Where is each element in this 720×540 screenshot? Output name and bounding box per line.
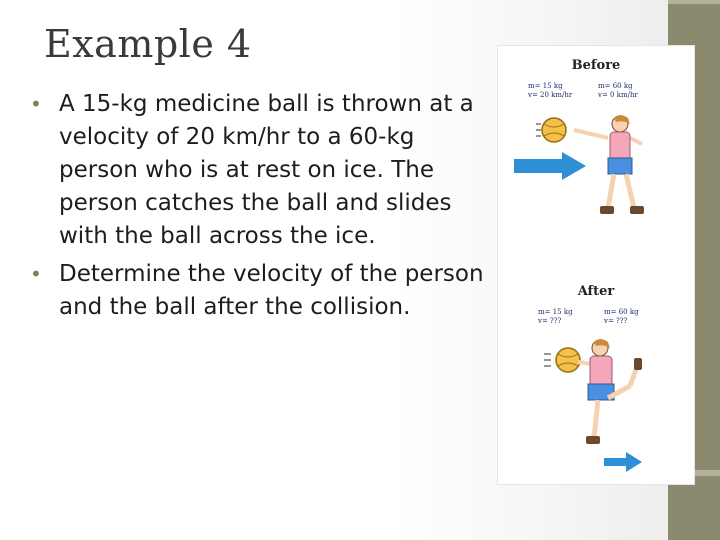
- before-person-labels: [598, 82, 638, 100]
- before-ball-labels: [528, 82, 572, 100]
- slide-title: Example 4: [44, 22, 252, 66]
- before-person-velocity: v= 0 km/hr: [598, 91, 638, 99]
- after-person-labels: [604, 308, 639, 326]
- bullet-text: A 15-kg medicine ball is thrown at a velocity of 20 km/hr to a 60-kg person who is at rest on ice. The person catches the ball and slides with the ball across the ice.: [59, 91, 474, 249]
- before-heading: Before: [571, 58, 621, 73]
- after-ball-velocity: v= ???: [538, 317, 562, 325]
- collision-figure: [498, 46, 694, 484]
- bullet-text: Determine the velocity of the person and the ball after the collision.: [59, 261, 484, 320]
- after-heading: After: [577, 284, 615, 299]
- medicine-ball-icon: [544, 348, 580, 372]
- bullet-dot: •: [30, 262, 42, 286]
- person-figure-icon: [578, 339, 642, 444]
- person-figure-icon: [574, 115, 644, 214]
- before-person-mass: m= 60 kg: [598, 82, 633, 90]
- before-ball-mass: m= 15 kg: [528, 82, 563, 90]
- after-ball-labels: [538, 308, 573, 326]
- after-person-velocity: v= ???: [604, 317, 628, 325]
- after-scene: [534, 338, 664, 454]
- sidebar-stripe: [668, 0, 720, 4]
- before-scene: [534, 112, 664, 222]
- bullet-item: [30, 258, 500, 324]
- after-person-mass: m= 60 kg: [604, 308, 639, 316]
- bullet-list: [30, 88, 500, 329]
- bullet-item: [30, 88, 500, 253]
- motion-arrow-icon: [604, 452, 642, 472]
- bullet-dot: •: [30, 92, 42, 116]
- medicine-ball-icon: [536, 118, 566, 142]
- before-ball-velocity: v= 20 km/hr: [528, 91, 573, 99]
- after-ball-mass: m= 15 kg: [538, 308, 573, 316]
